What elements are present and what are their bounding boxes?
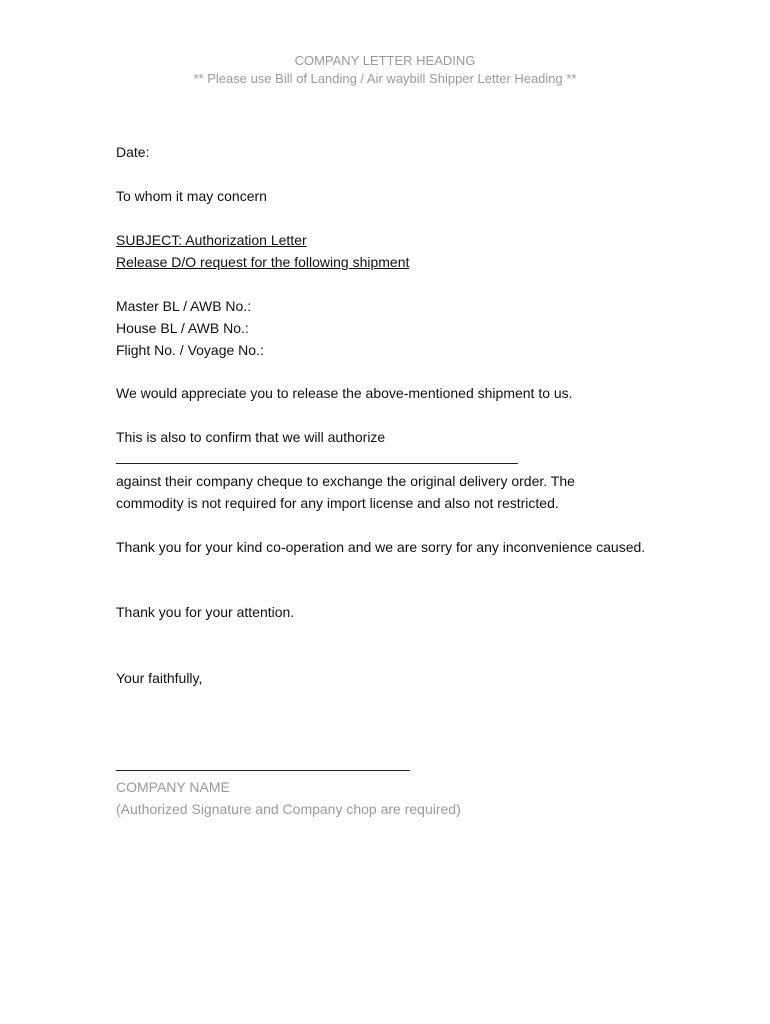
letter-heading (0, 52, 770, 88)
paragraph-against: against their company cheque to exchange the original delivery order. The (116, 473, 575, 489)
closing: Your faithfully, (116, 670, 203, 686)
subject-detail: Release D/O request for the following shipment (116, 254, 410, 270)
paragraph-confirm: This is also to confirm that we will authorize (116, 429, 386, 445)
salutation: To whom it may concern (116, 188, 267, 204)
paragraph-appreciate: We would appreciate you to release the above-mentioned shipment to us. (116, 385, 573, 401)
master-bl-field: Master BL / AWB No.: (116, 298, 252, 314)
signature-line (116, 770, 410, 771)
house-bl-field: House BL / AWB No.: (116, 320, 249, 336)
signature-note: (Authorized Signature and Company chop are required) (116, 801, 461, 817)
paragraph-thanks-attention: Thank you for your attention. (116, 604, 295, 620)
paragraph-thanks-cooperation: Thank you for your kind co-operation and we are sorry for any inconvenience caused. (116, 539, 646, 555)
company-name: COMPANY NAME (116, 779, 230, 795)
heading-instruction: ** Please use Bill of Landing / Air waybill Shipper Letter Heading ** (193, 71, 577, 86)
subject-line: SUBJECT: Authorization Letter (116, 232, 307, 248)
authorized-party-blank-line (116, 463, 518, 464)
flight-voyage-field: Flight No. / Voyage No.: (116, 342, 264, 358)
heading-title: COMPANY LETTER HEADING (294, 53, 476, 68)
date-label: Date: (116, 144, 150, 160)
paragraph-commodity: commodity is not required for any import license and also not restricted. (116, 495, 559, 511)
